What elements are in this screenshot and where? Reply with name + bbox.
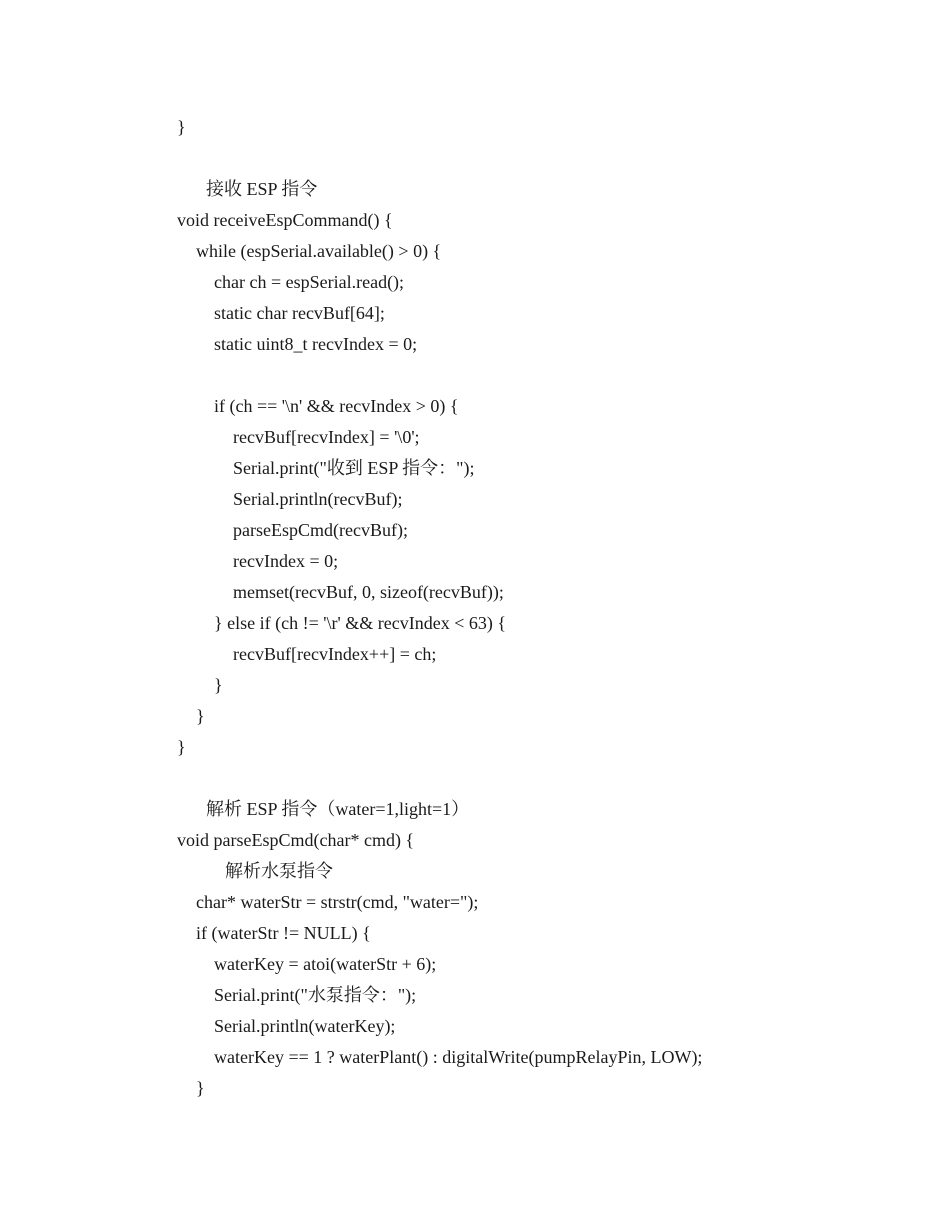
code-line: waterKey == 1 ? waterPlant() : digitalWrite(pumpRelayPin, LOW); — [214, 1047, 703, 1067]
comment-line: 接收 ESP 指令 — [206, 179, 318, 199]
code-line: char ch = espSerial.read(); — [214, 272, 405, 292]
code-line: memset(recvBuf, 0, sizeof(recvBuf)); — [233, 582, 504, 602]
code-line: } — [177, 117, 186, 137]
code-line: } — [214, 675, 223, 695]
code-line: } — [196, 706, 205, 726]
blank-line — [177, 143, 897, 174]
code-line: } else if (ch != '\r' && recvIndex < 63) { — [214, 613, 506, 633]
code-line: Serial.println(waterKey); — [214, 1016, 396, 1036]
code-line: if (waterStr != NULL) { — [196, 923, 371, 943]
code-line: parseEspCmd(recvBuf); — [233, 520, 408, 540]
code-line: } — [177, 737, 186, 757]
code-line: recvBuf[recvIndex++] = ch; — [233, 644, 437, 664]
code-line: while (espSerial.available() > 0) { — [196, 241, 442, 261]
code-line: recvBuf[recvIndex] = '\0'; — [233, 427, 420, 447]
code-line: Serial.print("收到 ESP 指令："); — [233, 458, 475, 478]
code-line: static char recvBuf[64]; — [214, 303, 385, 323]
comment-line: 解析 ESP 指令（water=1,light=1） — [206, 799, 470, 819]
code-line: static uint8_t recvIndex = 0; — [214, 334, 418, 354]
code-line: Serial.print("水泵指令："); — [214, 985, 417, 1005]
code-line: recvIndex = 0; — [233, 551, 339, 571]
code-line: } — [196, 1078, 205, 1098]
code-line: void parseEspCmd(char* cmd) { — [177, 830, 415, 850]
comment-line: 解析水泵指令 — [225, 861, 333, 881]
code-line: Serial.println(recvBuf); — [233, 489, 403, 509]
blank-line — [177, 360, 897, 391]
code-line: char* waterStr = strstr(cmd, "water="); — [196, 892, 479, 912]
code-line: void receiveEspCommand() { — [177, 210, 393, 230]
blank-line — [177, 763, 897, 794]
code-line: waterKey = atoi(waterStr + 6); — [214, 954, 437, 974]
code-listing — [177, 112, 897, 1104]
code-line: if (ch == '\n' && recvIndex > 0) { — [214, 396, 459, 416]
